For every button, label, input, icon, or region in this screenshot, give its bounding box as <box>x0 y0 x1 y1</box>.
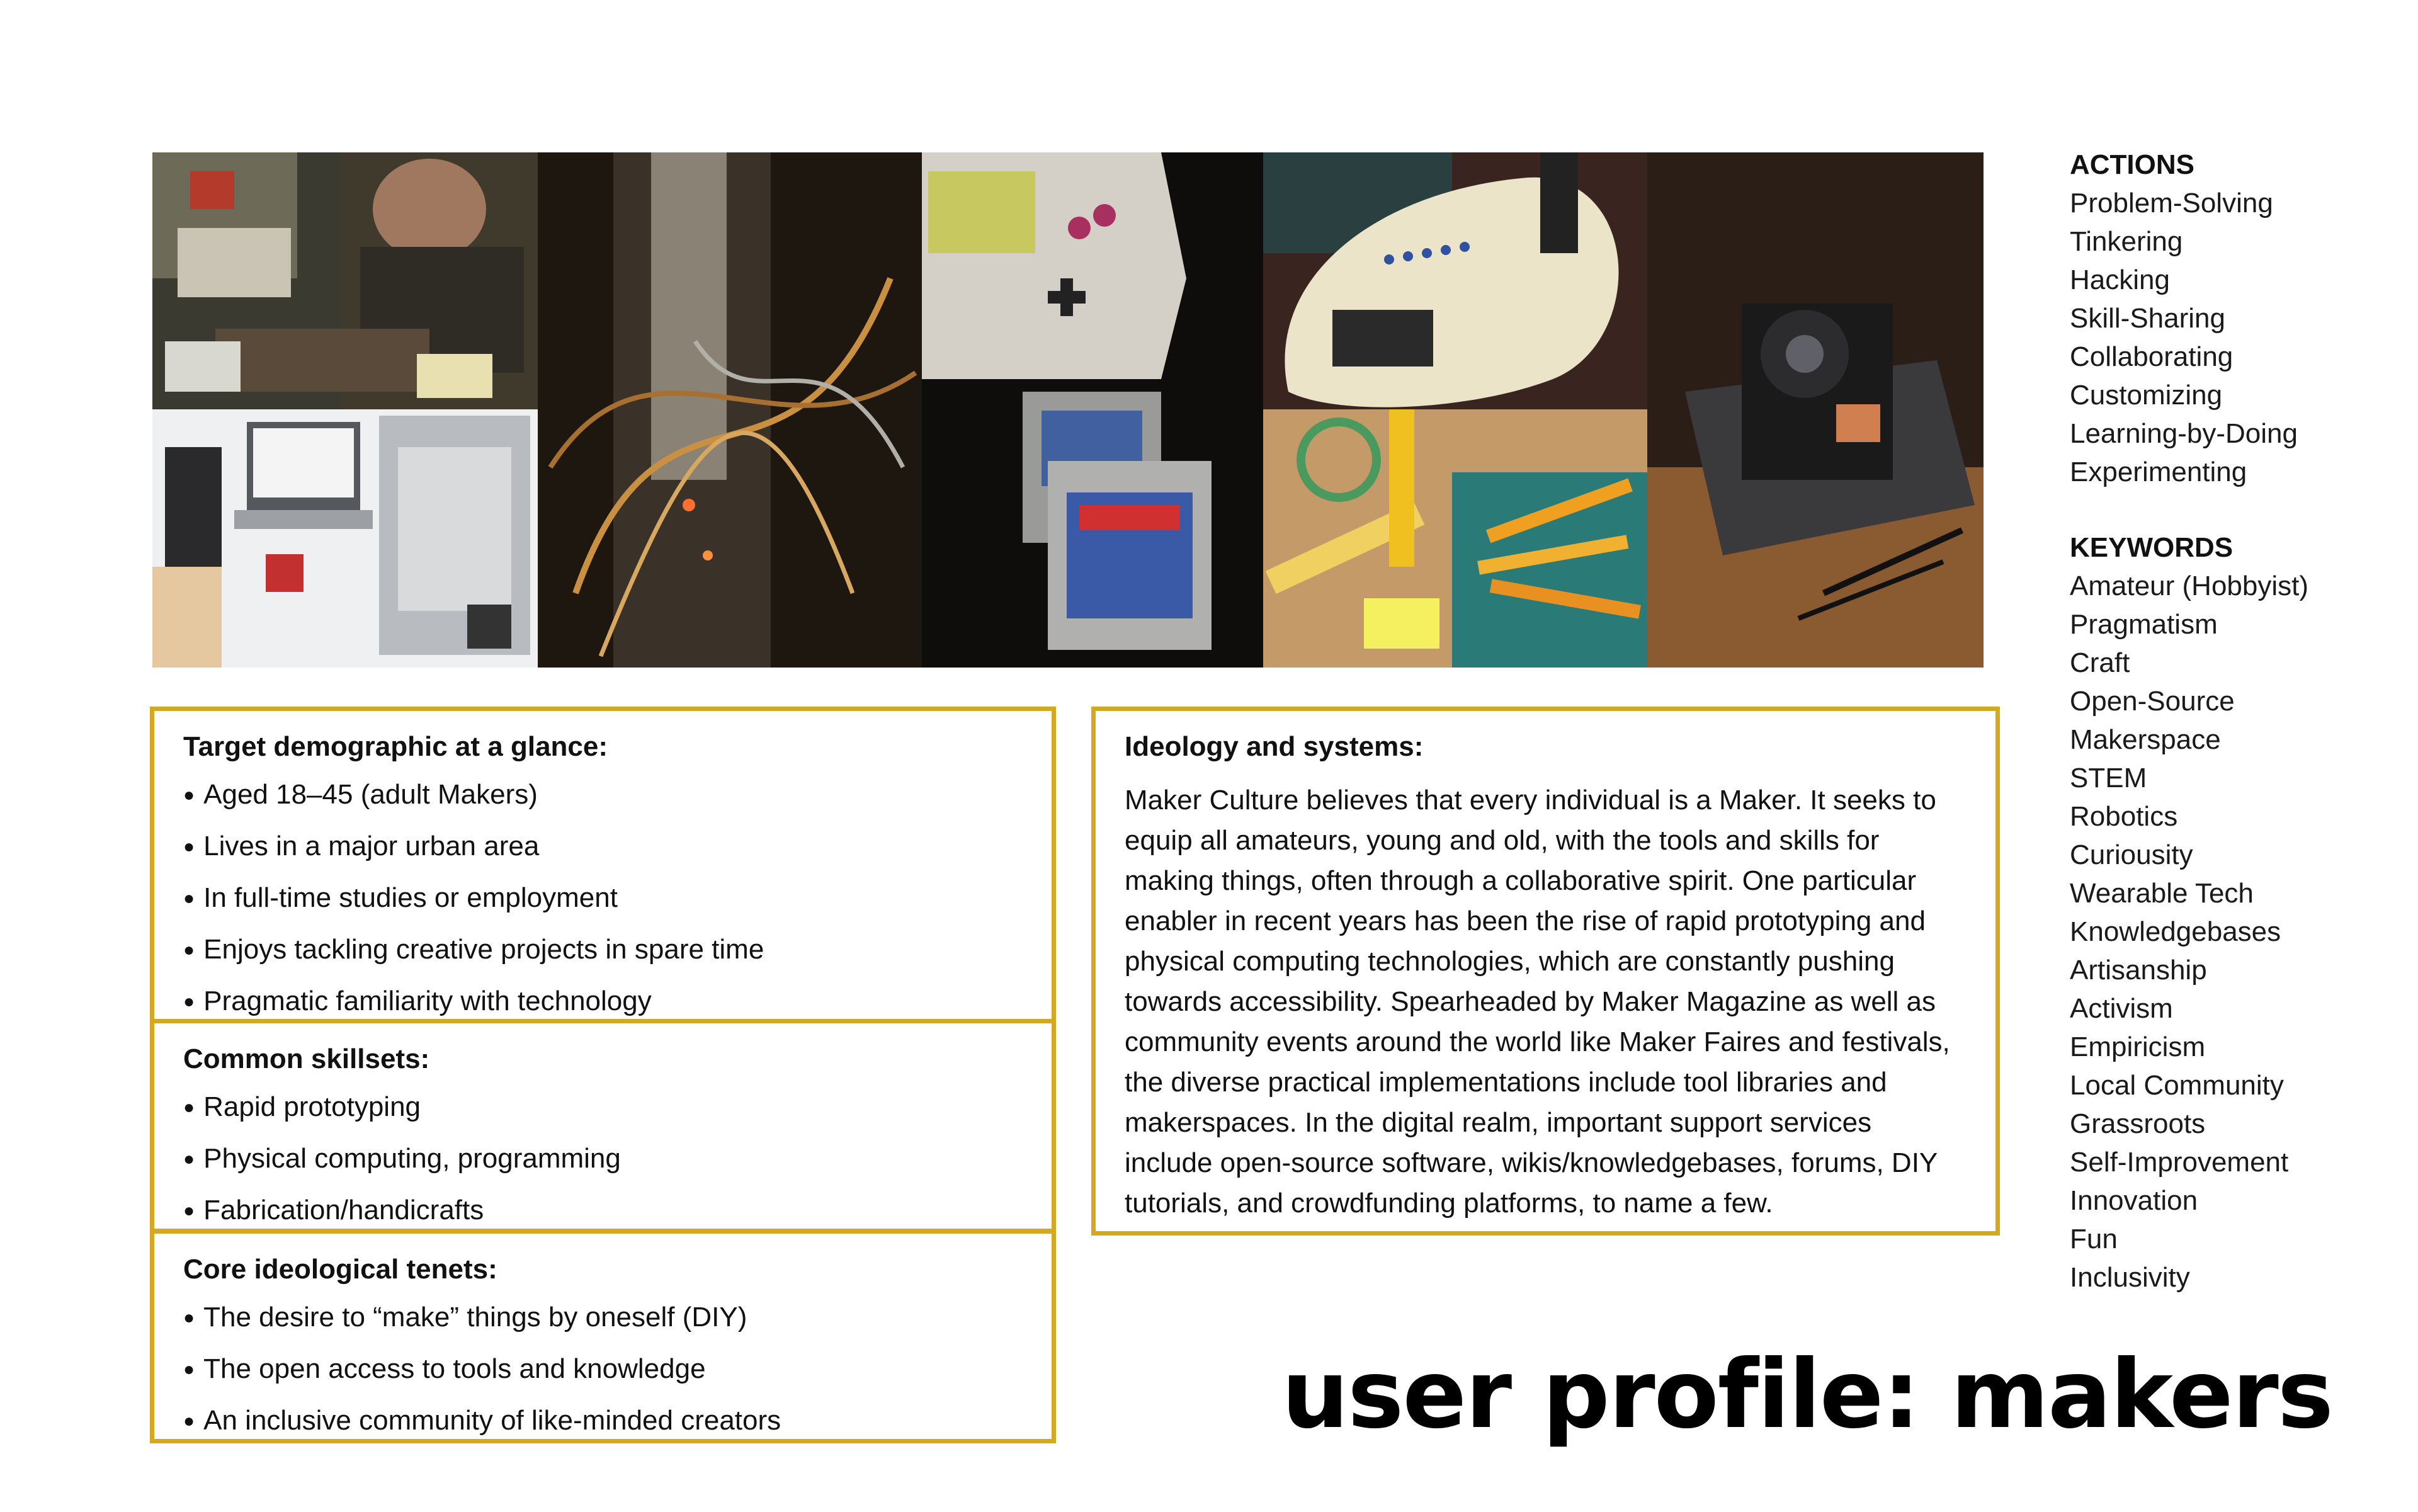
list-item: Inclusivity <box>2070 1262 2190 1293</box>
list-item: Customizing <box>2070 380 2223 411</box>
list-item: ● The desire to “make” things by oneself (DIY) <box>183 1293 1052 1344</box>
tools-photo <box>1263 409 1647 668</box>
tenets-heading: Core ideological tenets: <box>183 1254 497 1285</box>
list-item: Innovation <box>2070 1185 2198 1216</box>
actions-list <box>2070 184 2397 491</box>
list-item: Learning-by-Doing <box>2070 418 2298 449</box>
skillsets-box <box>150 1019 1056 1233</box>
list-item: Craft <box>2070 647 2130 678</box>
guitar-photo <box>1263 152 1647 409</box>
demographic-list <box>183 770 1052 1028</box>
list-item: Local Community <box>2070 1070 2284 1101</box>
list-item: Amateur (Hobbyist) <box>2070 571 2309 601</box>
keywords-list <box>2070 567 2397 1297</box>
list-item: Open-Source <box>2070 686 2235 717</box>
list-item: ● In full-time studies or employment <box>183 873 1052 925</box>
list-item: ● Fabrication/handicrafts <box>183 1186 1052 1237</box>
list-item: ● Pragmatic familiarity with technology <box>183 977 1052 1028</box>
list-item: Pragmatism <box>2070 609 2218 640</box>
ideology-box <box>1091 707 2000 1236</box>
tenets-box <box>150 1229 1056 1443</box>
gameboy-photo <box>922 152 1263 668</box>
ideology-body: Maker Culture believes that every individual is a Maker. It seeks to equip all amateurs, young and old, with the tools and skills for making things, often through a collaborative spirit. One particular enabler in recent years has been the rise of rapid prototyping and physical computing technologies, which are constantly pushing towards accessibility. Spearheaded by Maker Magazine as well as community events around the world like Maker Faires and festivals, the diverse practical implementations include tool libraries and makerspaces. In the digital realm, important support services include open-source software, wikis/knowledgebases, forums, DIY tutorials, and crowdfunding platforms, to name a few. <box>1125 785 1950 1219</box>
list-item: Curiousity <box>2070 839 2193 870</box>
page-title: user profile: makers <box>1281 1340 2332 1450</box>
list-item: ● The open access to tools and knowledge <box>183 1344 1052 1396</box>
list-item: Artisanship <box>2070 955 2207 986</box>
list-item: ● Rapid prototyping <box>183 1083 1052 1134</box>
skillsets-heading: Common skillsets: <box>183 1043 430 1074</box>
list-item: STEM <box>2070 763 2147 793</box>
list-item: Knowledgebases <box>2070 916 2281 947</box>
demographic-heading: Target demographic at a glance: <box>183 731 608 762</box>
list-item: Fun <box>2070 1224 2118 1254</box>
list-item: Makerspace <box>2070 724 2221 755</box>
soldering-photo <box>152 152 538 409</box>
keywords-heading: KEYWORDS <box>2070 532 2234 563</box>
photo-collage <box>152 152 1984 668</box>
list-item: Grassroots <box>2070 1108 2206 1139</box>
skillsets-list <box>183 1083 1052 1237</box>
list-item: Empiricism <box>2070 1032 2206 1062</box>
list-item: Wearable Tech <box>2070 878 2254 909</box>
camera-photo <box>1647 152 1984 668</box>
list-item: Robotics <box>2070 801 2178 832</box>
list-item: ● Aged 18–45 (adult Makers) <box>183 770 1052 822</box>
list-item: Experimenting <box>2070 457 2247 487</box>
list-item: ● Enjoys tackling creative projects in spare time <box>183 925 1052 977</box>
list-item: ● Lives in a major urban area <box>183 822 1052 873</box>
sidebar <box>2070 146 2397 1334</box>
list-item: ● Physical computing, programming <box>183 1134 1052 1186</box>
wires-photo <box>538 152 922 668</box>
actions-heading: ACTIONS <box>2070 149 2194 180</box>
3d-printer-photo <box>152 409 538 668</box>
list-item: Skill-Sharing <box>2070 303 2225 334</box>
list-item: Collaborating <box>2070 341 2234 372</box>
list-item: Activism <box>2070 993 2173 1024</box>
list-item: Problem-Solving <box>2070 188 2273 219</box>
list-item: Self-Improvement <box>2070 1147 2289 1178</box>
ideology-heading: Ideology and systems: <box>1125 731 1424 762</box>
demographic-box <box>150 707 1056 1023</box>
list-item: Hacking <box>2070 264 2170 295</box>
list-item: ● An inclusive community of like-minded creators <box>183 1396 1052 1448</box>
list-item: Tinkering <box>2070 226 2183 257</box>
tenets-list <box>183 1293 1052 1448</box>
